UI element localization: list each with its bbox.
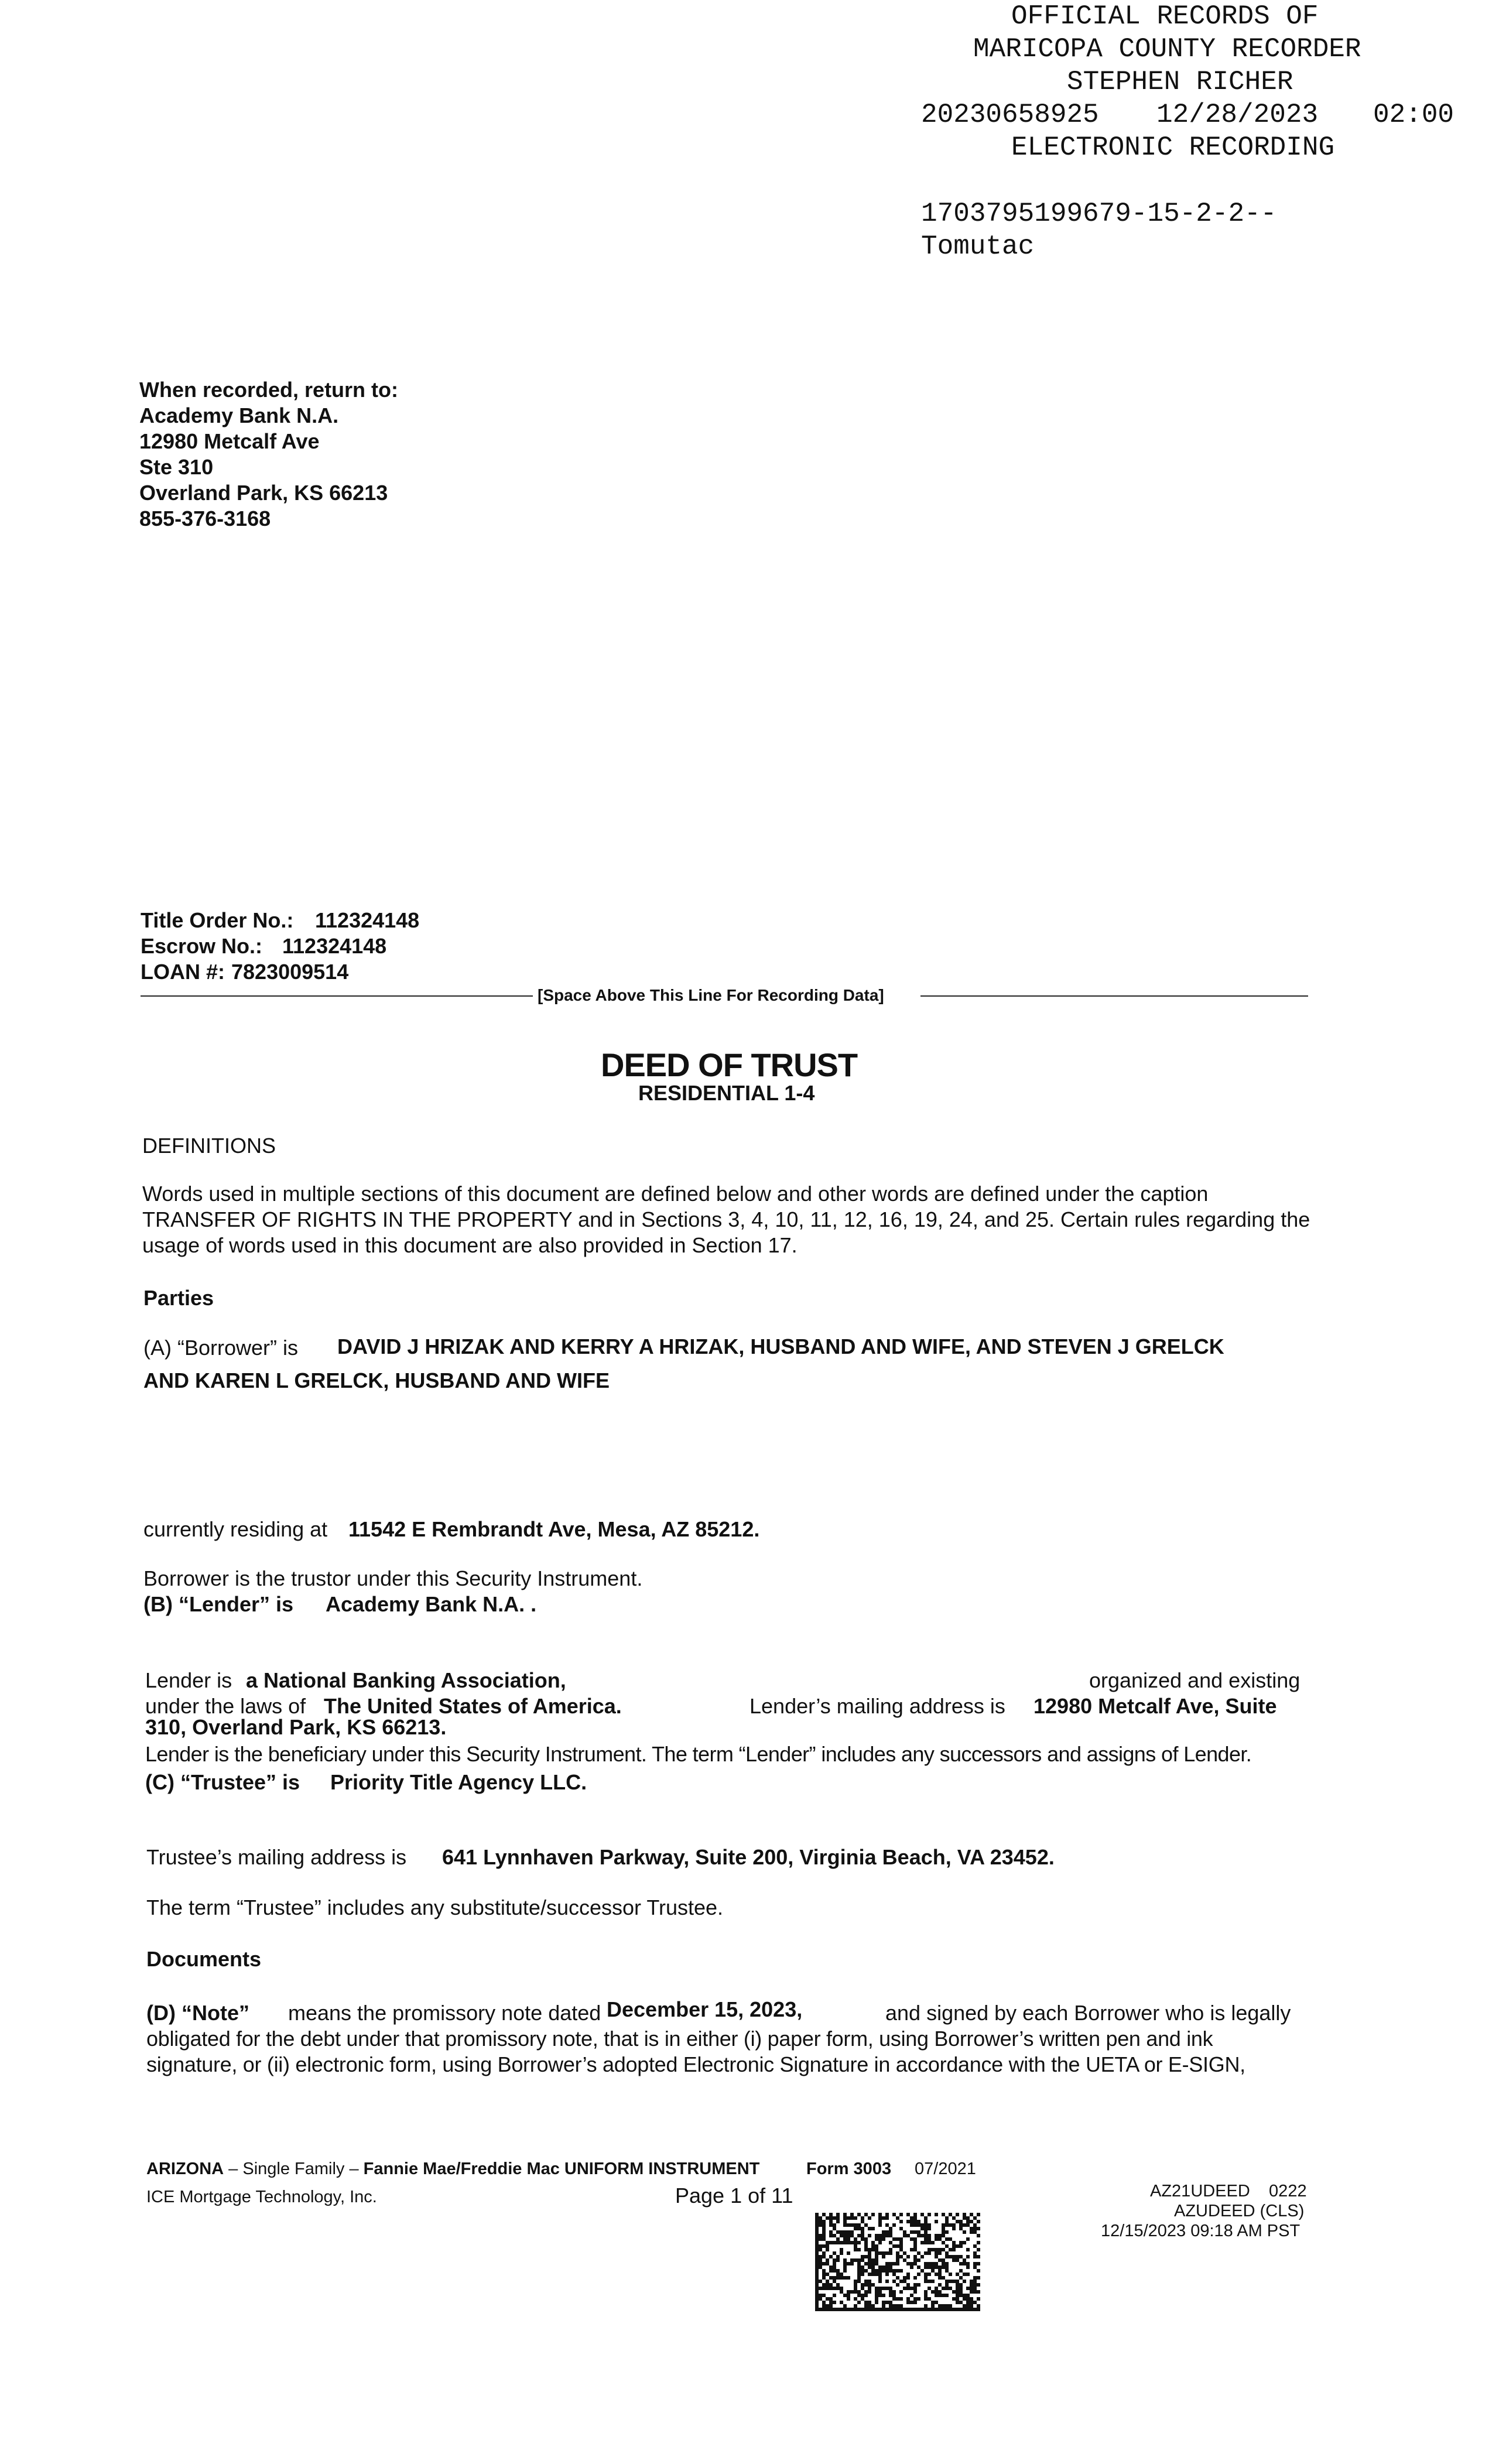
recorder-time: 02:00 (1373, 100, 1454, 130)
trustee-mailing-label: Trustee’s mailing address is (146, 1845, 407, 1869)
parties-heading: Parties (143, 1286, 214, 1310)
recorder-line-3: STEPHEN RICHER (1067, 67, 1293, 97)
footer-page-number: Page 1 of 11 (675, 2184, 793, 2208)
separator-rule-left (141, 995, 533, 997)
document-title: DEED OF TRUST (601, 1046, 858, 1083)
borrower-name-line-1: DAVID J HRIZAK AND KERRY A HRIZAK, HUSBAND AND WIFE, AND STEVEN J GRELCK (337, 1334, 1224, 1358)
footer-instrument: Fannie Mae/Freddie Mac UNIFORM INSTRUMENT (363, 2160, 760, 2178)
footer-state: ARIZONA (146, 2160, 224, 2178)
borrower-label: (A) “Borrower” is (143, 1336, 299, 1360)
escrow-value: 112324148 (282, 934, 387, 958)
recorder-record-number: 20230658925 (921, 100, 1099, 130)
barcode-image (814, 2212, 981, 2312)
document-subtitle: RESIDENTIAL 1-4 (638, 1081, 815, 1105)
lender-label: (B) “Lender” is (143, 1592, 294, 1616)
trustee-mailing: 641 Lynnhaven Parkway, Suite 200, Virginia Beach, VA 23452. (442, 1845, 1055, 1869)
title-order-value: 112324148 (315, 908, 420, 932)
lender-is-label: Lender is (145, 1668, 232, 1692)
residing-label: currently residing at (143, 1517, 328, 1541)
recorder-line-2: MARICOPA COUNTY RECORDER (973, 34, 1361, 64)
return-to-line: Academy Bank N.A. (139, 403, 339, 427)
lender-mailing-label: Lender’s mailing address is (750, 1694, 1005, 1718)
note-line-2: obligated for the debt under that promissory note, that is in either (i) paper form, using Borrower’s written pen and ink (146, 2027, 1213, 2051)
note-line-3: signature, or (ii) electronic form, using Borrower’s adopted Electronic Signature in accordance with the UETA or E-SIGN, (146, 2052, 1245, 2076)
lender-laws-label: under the laws of (145, 1694, 306, 1718)
recorder-line-5: ELECTRONIC RECORDING (1011, 132, 1335, 163)
loan-value: 7823009514 (231, 960, 349, 984)
loan-label: LOAN #: (141, 960, 225, 984)
return-to-line: Ste 310 (139, 455, 214, 479)
recorder-line-1: OFFICIAL RECORDS OF (1011, 1, 1319, 32)
return-to-heading: When recorded, return to: (139, 378, 399, 402)
borrower-name-line-2: AND KAREN L GRELCK, HUSBAND AND WIFE (143, 1368, 610, 1392)
footer-code-1: AZ21UDEED 0222 (1150, 2182, 1307, 2201)
recorder-doc-code: 1703795199679-15-2-2-- (921, 199, 1277, 229)
footer-form-date: 07/2021 (915, 2160, 976, 2178)
space-above-label: [Space Above This Line For Recording Data] (538, 986, 884, 1004)
footer-timestamp: 12/15/2023 09:18 AM PST (1101, 2222, 1300, 2240)
trustee-name: Priority Title Agency LLC. (330, 1770, 587, 1794)
footer-instrument-line (146, 2158, 759, 2179)
borrower-address: 11542 E Rembrandt Ave, Mesa, AZ 85212. (348, 1517, 760, 1541)
title-order-label: Title Order No.: (141, 908, 294, 932)
note-text-1: means the promissory note dated (288, 2001, 601, 2025)
footer-form-desc: – Single Family – (224, 2160, 364, 2178)
separator-rule-right (920, 995, 1308, 997)
return-to-line: Overland Park, KS 66213 (139, 481, 388, 505)
documents-heading: Documents (146, 1947, 262, 1971)
note-text-2: and signed by each Borrower who is legally (885, 2001, 1291, 2025)
borrower-trustor-note: Borrower is the trustor under this Security Instrument. (143, 1566, 643, 1590)
lender-type: a National Banking Association, (246, 1668, 566, 1692)
lender-organized: organized and existing (1089, 1668, 1300, 1692)
definitions-heading: DEFINITIONS (142, 1134, 276, 1158)
return-to-line: 12980 Metcalf Ave (139, 429, 320, 453)
intro-paragraph: Words used in multiple sections of this document are defined below and other words are defined under the caption TRANSFER OF RIGHTS IN THE PROPERTY and in Sections 3, 4, 10, 11, 12, 16, 19, 24, and 25. Certain rules regarding the usage of words used in this document are also provided in Section 17. (142, 1182, 1310, 1257)
lender-beneficiary-note: Lender is the beneficiary under this Security Instrument. The term “Lender” includes any successors and assigns of Lender. (145, 1742, 1252, 1766)
trustee-substitute-note: The term “Trustee” includes any substitute/successor Trustee. (146, 1895, 724, 1919)
recorder-date: 12/28/2023 (1156, 100, 1319, 130)
lender-mailing-line-2: 310, Overland Park, KS 66213. (145, 1715, 447, 1739)
note-date: December 15, 2023, (607, 1997, 803, 2021)
footer-code-2: AZUDEED (CLS) (1174, 2202, 1305, 2220)
recorder-clerk: Tomutac (921, 231, 1035, 262)
return-to-line: 855-376-3168 (139, 507, 271, 531)
trustee-label: (C) “Trustee” is (145, 1770, 300, 1794)
lender-laws: The United States of America. (324, 1694, 622, 1718)
lender-name: Academy Bank N.A. . (326, 1592, 537, 1616)
lender-mailing-line-1: 12980 Metcalf Ave, Suite (1033, 1694, 1277, 1718)
footer-company: ICE Mortgage Technology, Inc. (146, 2188, 377, 2206)
escrow-label: Escrow No.: (141, 934, 263, 958)
footer-form: Form 3003 (806, 2160, 892, 2178)
note-label: (D) “Note” (146, 2001, 249, 2025)
